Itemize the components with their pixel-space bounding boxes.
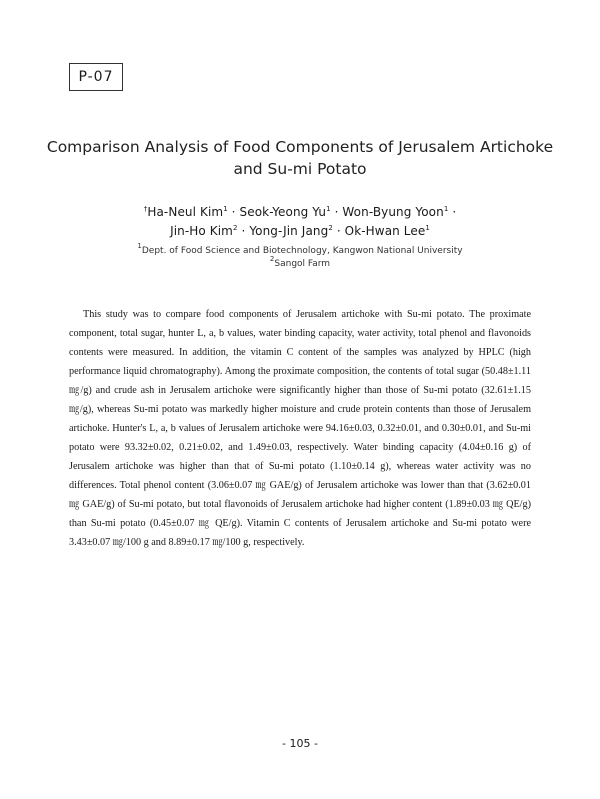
author-line-1: [40, 203, 560, 222]
author-affil-mark: 2: [232, 224, 238, 232]
poster-code-box: [69, 63, 123, 91]
author-name: Won-Byung Yoon: [342, 205, 444, 219]
author-separator: ·: [231, 205, 236, 219]
author-name: Jin-Ho Kim: [170, 224, 233, 238]
affil-text: Dept. of Food Science and Biotechnology, Kangwon National University: [141, 246, 463, 256]
affil-mark: 2: [269, 255, 275, 263]
author-affil-mark: 1: [425, 224, 430, 232]
affil-mark: 1: [137, 242, 142, 250]
affiliation-1: [40, 242, 560, 258]
author-affil-mark: 1: [443, 205, 449, 213]
author-separator: ·: [334, 205, 339, 219]
abstract-body: This study was to compare food components of Jerusalem artichoke with Su-mi potato. The proximate component, total sugar, hunter L, a, b values, water binding capacity, water activity, total phenol and flavonoids contents were measured. In addition, the vitamin C content of the samples was analyzed by HPLC (high performance liquid chromatography). Among the proximate composition, the contents of total sugar (50.48±1.11 ㎎/g) and crude ash in Jerusalem artichoke were significantly higher than those of Su-mi potato (32.61±1.15 ㎎/g), whereas Su-mi potato was markedly higher moisture and crude protein contents than those of Jerusalem artichoke. Hunter's L, a, b values of Jerusalem artichoke were 94.16±0.03, 0.32±0.01, and 0.30±0.01, and Su-mi potato were 93.32±0.02, 0.21±0.02, and 1.49±0.03, respectively. Water binding capacity (4.04±0.16 g) of Jerusalem artichoke was higher than that of Su-mi potato (1.10±0.14 g), whereas water activity was no differences. Total phenol content (3.06±0.07 ㎎ GAE/g) of Jerusalem artichoke was lower than that (3.62±0.01 ㎎ GAE/g) of Su-mi potato, but total flavonoids of Jerusalem artichoke had higher content (1.89±0.03 ㎎ QE/g) than Su-mi potato (0.45±0.07 ㎎ QE/g). Vitamin C contents of Jerusalem artichoke and Su-mi potato were 3.43±0.07 ㎎/100 g and 8.89±0.17 ㎎/100 g, respectively.: [69, 309, 531, 548]
author-name: Seok-Yeong Yu: [239, 205, 327, 219]
author-separator: ·: [452, 205, 457, 219]
author-affil-mark: 1: [223, 205, 228, 213]
author-name: Ok-Hwan Lee: [344, 224, 426, 238]
page-number: - 105 -: [282, 737, 318, 750]
poster-code: P-07: [78, 69, 114, 85]
author-name: Ha-Neul Kim: [147, 205, 224, 219]
author-separator: ·: [241, 224, 246, 238]
title-line-2: and Su-mi Potato: [233, 160, 367, 178]
author-line-2: [40, 222, 560, 241]
author-affil-mark: 1: [326, 205, 331, 213]
corresponding-dagger: †: [143, 205, 148, 213]
author-separator: ·: [336, 224, 341, 238]
affiliation-2: [40, 255, 560, 271]
author-name: Yong-Jin Jang: [249, 224, 329, 238]
paper-title: [40, 136, 560, 180]
affiliation-list: [40, 242, 560, 271]
affil-text: Sangol Farm: [274, 259, 331, 269]
title-line-1: Comparison Analysis of Food Components of Jerusalem Artichoke: [46, 138, 554, 156]
author-list: [40, 203, 560, 241]
author-affil-mark: 2: [328, 224, 333, 232]
